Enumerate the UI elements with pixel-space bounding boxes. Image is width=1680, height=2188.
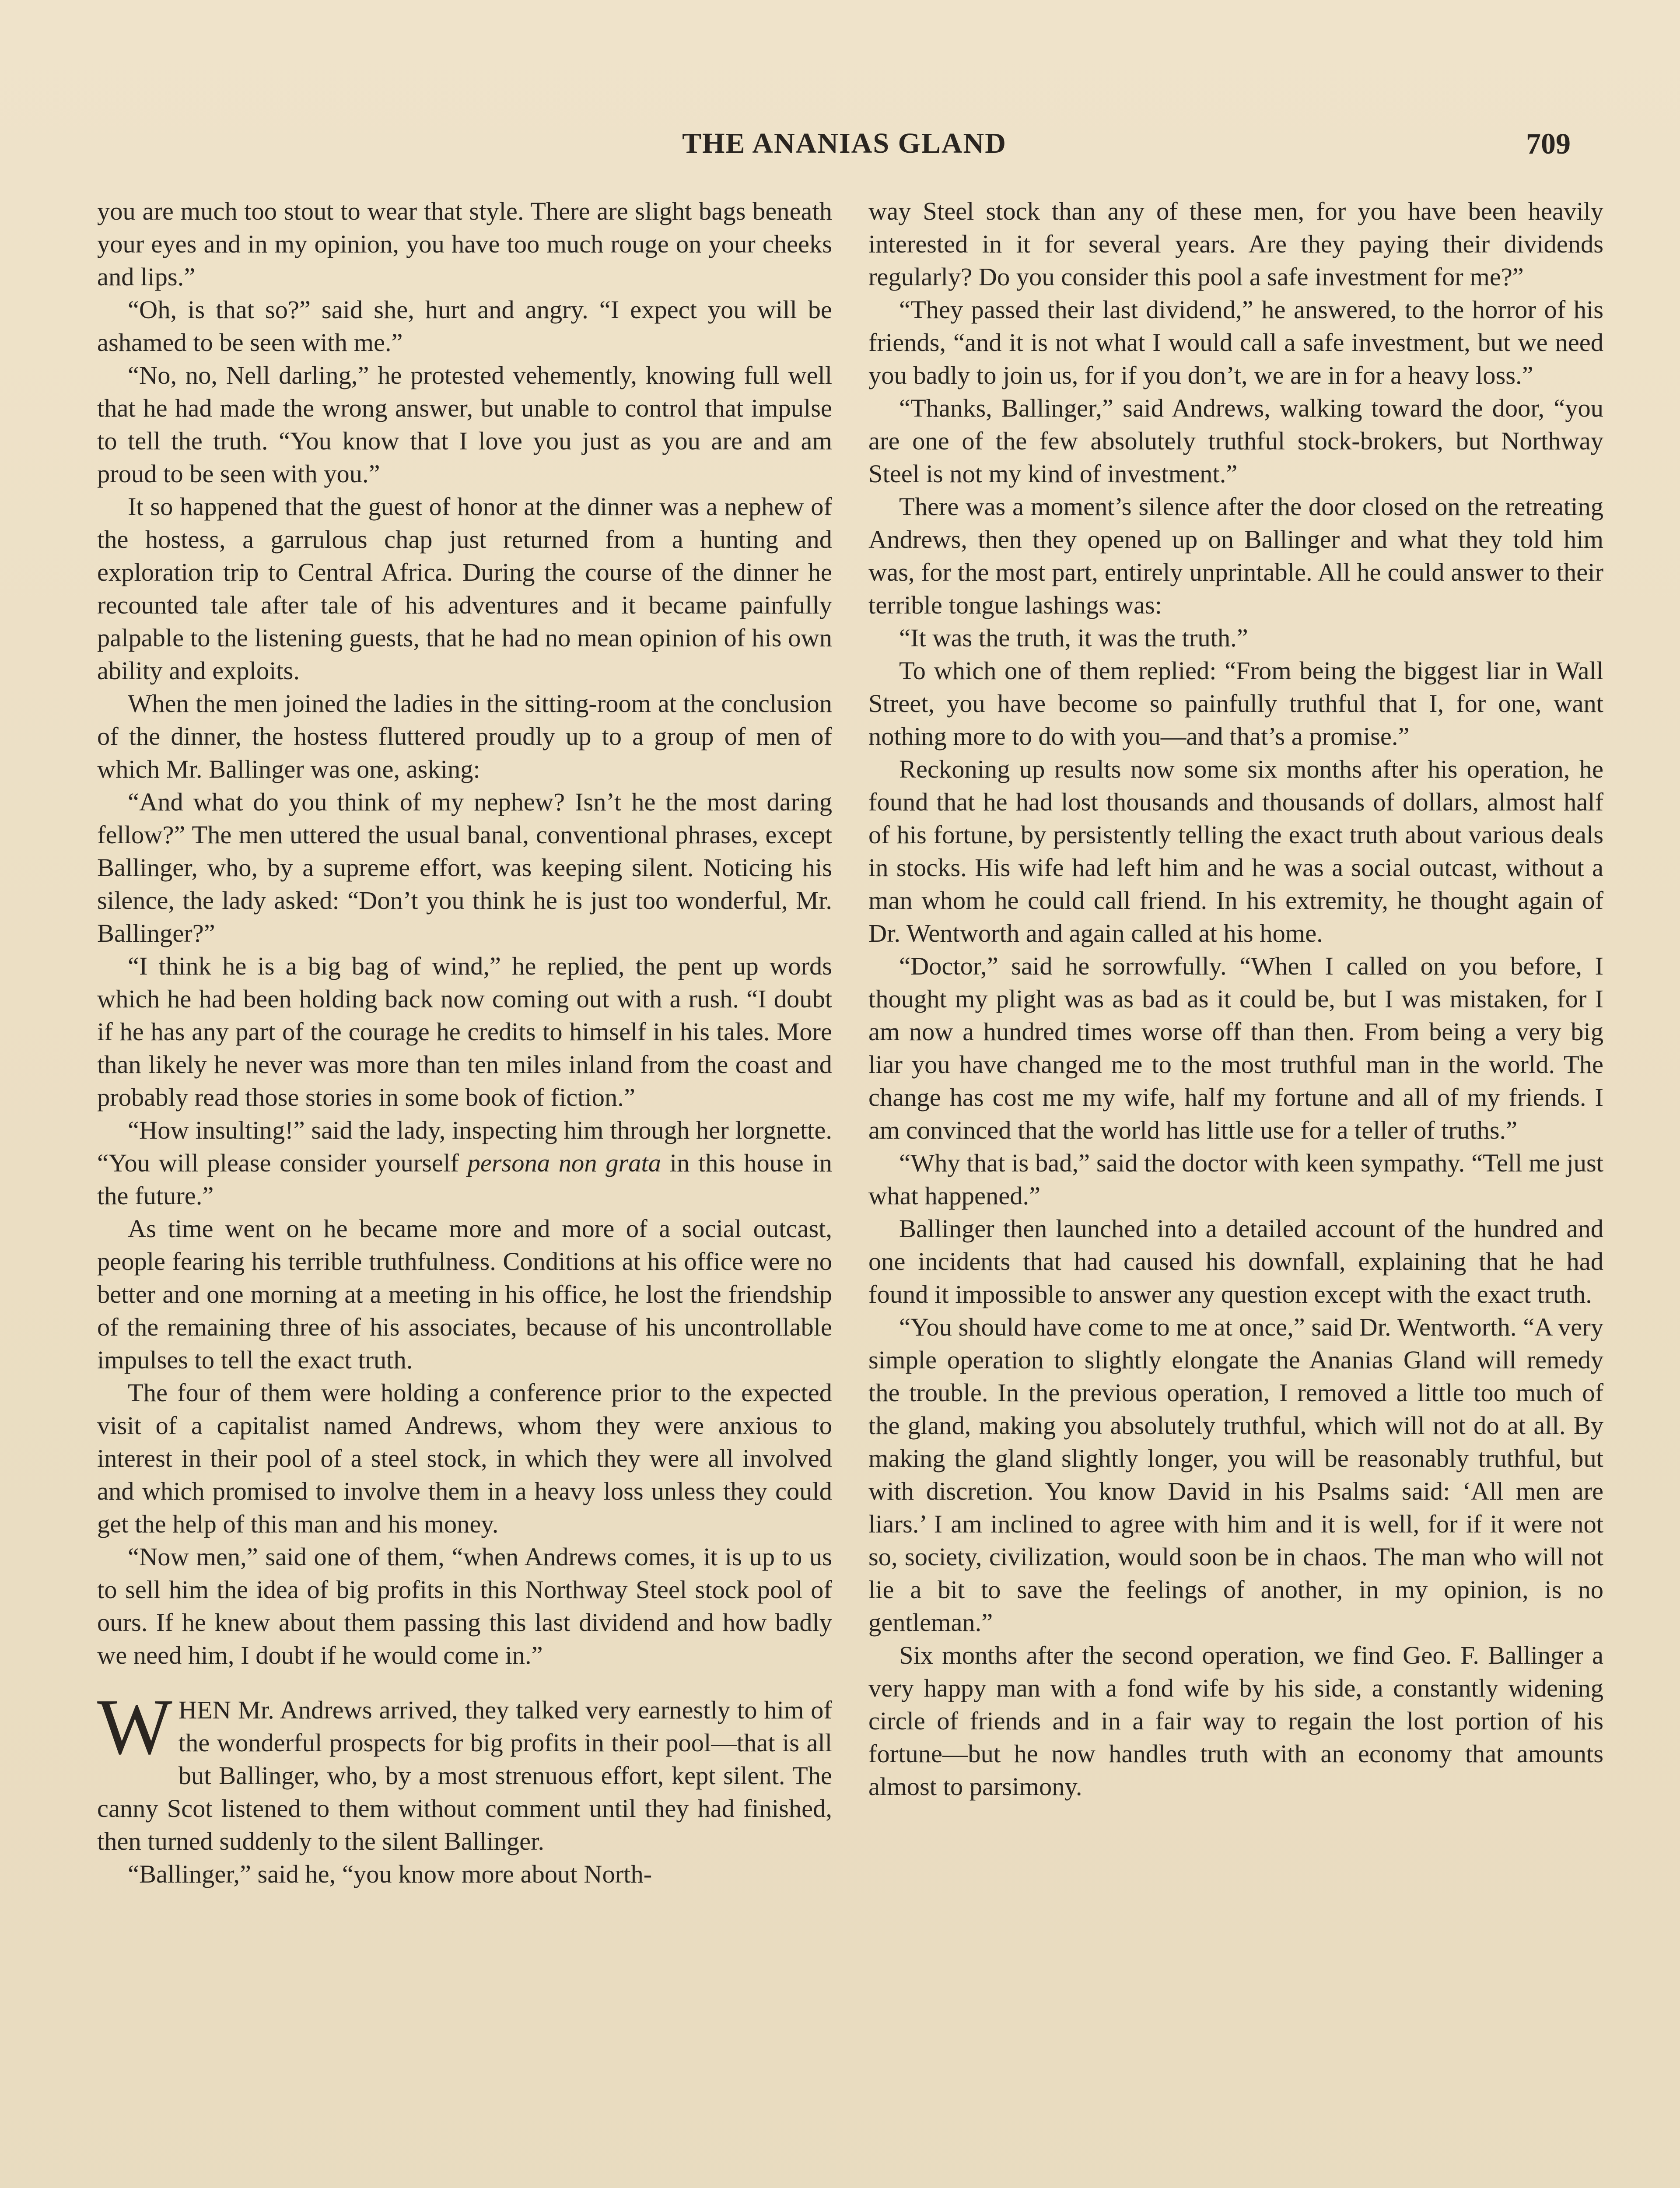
paragraph: Reckoning up results now some six months after his operation, he found that he had lost thousands and thousands of dollars, almost half of his fortune, by persistently telling the exact truth about various deals in stocks. His wife had left him and he was a social outcast, without a man whom he could call friend. In his extremity, he thought again of Dr. Wentworth and again called at his home. xyxy=(868,755,1603,947)
paragraph: “They passed their last dividend,” he answered, to the horror of his friends, “and it is not what I would call a safe investment, but we need you badly to join us, for if you don’t, we are in for a heavy loss.” xyxy=(868,295,1603,389)
section-opening-paragraph xyxy=(97,1683,832,1858)
column-right xyxy=(868,195,1603,1803)
paragraph xyxy=(97,1114,832,1212)
paragraph: It so happened that the guest of honor at the dinner was a nephew of the hostess, a garrulous chap just returned from a hunting and exploration trip to Central Africa. During the course of the dinner he recounted tale after tale of his adventures and it became painfully palpable to the listening guests, that he had no mean opinion of his own ability and exploits. xyxy=(97,492,832,685)
paragraph: “I think he is a big bag of wind,” he replied, the pent up words which he had been holding back now coming out with a rush. “I doubt if he has any part of the courage he credits to himself in his tales. More than likely he never was more than ten miles inland from the coast and probably read those stories in some book of fiction.” xyxy=(97,952,832,1112)
paragraph: The four of them were holding a conference prior to the expected visit of a capitalist named Andrews, whom they were anxious to interest in their pool of a steel stock, in which they were all involved and which promised to involve them in a heavy loss unless they could get the help of this man and his money. xyxy=(97,1378,832,1538)
text-run: HEN Mr. Andrews arrived, they talked very earnestly to him of the wonderful prospects for big profits in their pool—that is all but Ballinger, who, by a most strenuous effort, kept silent. The canny Scot listened to them without comment until they had finished, then turned suddenly to the silent Ballinger. xyxy=(97,1696,832,1855)
running-head xyxy=(0,122,1680,165)
paragraph: “No, no, Nell darling,” he protested vehemently, knowing full well that he had made the wrong answer, but unable to control that impulse to tell the truth. “You know that I love you just as you are and am proud to be seen with you.” xyxy=(97,361,832,488)
paragraph: “Now men,” said one of them, “when Andrews comes, it is up to us to sell him the idea of big profits in this Northway Steel stock pool of ours. If he knew about them passing this last dividend and how badly we need him, I doubt if he would come in.” xyxy=(97,1543,832,1669)
text-run: in this house in the future.” xyxy=(97,1149,832,1210)
italic-phrase: persona non grata xyxy=(467,1149,662,1177)
paragraph: There was a moment’s silence after the door closed on the retreating Andrews, then they opened up on Ballinger and what they told him was, for the most part, entirely unprintable. All he could answer to their terrible tongue lashings was: xyxy=(868,492,1603,619)
paragraph: As time went on he became more and more of a social outcast, people fearing his terrible truthfulness. Conditions at his office were no better and one morning at a meeting in his office, he lost the friendship of the remaining three of his associates, because of his uncontrollable impulses to tell the exact truth. xyxy=(97,1214,832,1374)
paragraph: “And what do you think of my nephew? Isn’t he the most daring fellow?” The men uttered the usual banal, conventional phrases, except Ballinger, who, by a supreme effort, was keeping silent. Noticing his silence, the lady asked: “Don’t you think he is just too wonderful, Mr. Ballinger?” xyxy=(97,788,832,947)
drop-cap: W xyxy=(97,1683,172,1771)
paragraph: you are much too stout to wear that style. There are slight bags beneath your eyes and in my opinion, you have too much rouge on your cheeks and lips.” xyxy=(97,197,832,291)
column-left xyxy=(97,195,832,1890)
paragraph: Ballinger then launched into a detailed account of the hundred and one incidents that had caused his downfall, explaining that he had found it impossible to answer any question except with the exact truth. xyxy=(868,1214,1603,1308)
page-title: THE ANANIAS GLAND xyxy=(682,127,1007,159)
paragraph: To which one of them replied: “From being the biggest liar in Wall Street, you have become so painfully truthful that I, for one, want nothing more to do with you—and that’s a promise.” xyxy=(868,656,1603,750)
paragraph: “You should have come to me at once,” said Dr. Wentworth. “A very simple operation to slightly elongate the Ananias Gland will remedy the trouble. In the previous operation, I removed a little too much of the gland, making you absolutely truthful, which will not do at all. By making the gland slightly longer, you will be reasonably truthful, but with discretion. You know David in his Psalms said: ‘All men are liars.’ I am inclined to agree with him and it is well, for if it were not so, society, civilization, would soon be in chaos. The man who will not lie a bit to save the feelings of another, in my opinion, is no gentleman.” xyxy=(868,1313,1603,1637)
text-run: “How insulting!” said the lady, inspecting him through her lorgnette. “You will please consider yourself xyxy=(97,1116,832,1177)
paragraph: When the men joined the ladies in the sitting-room at the conclusion of the dinner, the hostess fluttered proudly up to a group of men of which Mr. Ballinger was one, asking: xyxy=(97,689,832,783)
paragraph: way Steel stock than any of these men, for you have been heavily interested in it for several years. Are they paying their dividends regularly? Do you consider this pool a safe investment for me?” xyxy=(868,197,1603,291)
paragraph: “Why that is bad,” said the doctor with keen sympathy. “Tell me just what happened.” xyxy=(868,1149,1603,1210)
page-number: 709 xyxy=(1526,127,1571,160)
paragraph: Six months after the second operation, we find Geo. F. Ballinger a very happy man with a fond wife by his side, a constantly widening circle of friends and in a fair way to regain the lost portion of his fortune—but he now handles truth with an economy that amounts almost to parsimony. xyxy=(868,1641,1603,1801)
paragraph: “Doctor,” said he sorrowfully. “When I called on you before, I thought my plight was as bad as it could be, but I was mistaken, for I am now a hundred times worse off than then. From being a very big liar you have changed me to the most truthful man in the world. The change has cost me my wife, half my fortune and all of my friends. I am convinced that the world has little use for a teller of truths.” xyxy=(868,952,1603,1144)
paragraph: “It was the truth, it was the truth.” xyxy=(899,624,1248,652)
paragraph: “Oh, is that so?” said she, hurt and angry. “I expect you will be ashamed to be seen with me.” xyxy=(97,295,832,357)
paragraph: “Thanks, Ballinger,” said Andrews, walking toward the door, “you are one of the few absolutely truthful stock-brokers, but Northway Steel is not my kind of investment.” xyxy=(868,394,1603,488)
paragraph: “Ballinger,” said he, “you know more about North- xyxy=(128,1860,652,1888)
